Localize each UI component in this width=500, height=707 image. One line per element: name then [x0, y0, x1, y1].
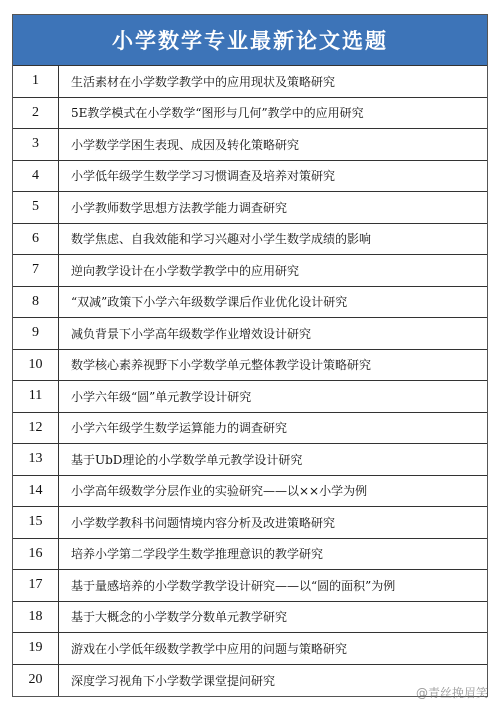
row-topic: 小学教师数学思想方法教学能力调查研究 — [71, 200, 288, 215]
row-number: 9 — [13, 318, 59, 349]
table-row — [13, 570, 487, 602]
table-body — [13, 66, 487, 696]
row-number: 17 — [13, 570, 59, 601]
row-topic: 逆向教学设计在小学数学教学中的应用研究 — [71, 263, 300, 278]
row-topic: 小学六年级学生数学运算能力的调查研究 — [71, 421, 288, 436]
table-row — [13, 98, 487, 130]
row-topic: 小学六年级“圆”单元教学设计研究 — [71, 389, 252, 404]
row-topic: 小学数学学困生表现、成因及转化策略研究 — [71, 137, 300, 152]
table-row — [13, 507, 487, 539]
table-row — [13, 633, 487, 665]
table-row — [13, 224, 487, 256]
row-topic: 基于大概念的小学数学分数单元教学研究 — [71, 610, 288, 625]
row-topic: 深度学习视角下小学数学课堂提问研究 — [71, 673, 276, 688]
row-number: 15 — [13, 507, 59, 538]
table-row — [13, 66, 487, 98]
row-number: 20 — [13, 665, 59, 697]
row-topic: 数学焦虑、自我效能和学习兴趣对小学生数学成绩的影响 — [71, 232, 372, 247]
row-topic: 培养小学第二学段学生数学推理意识的教学研究 — [71, 547, 324, 562]
table-row — [13, 350, 487, 382]
table-row — [13, 413, 487, 445]
row-topic: “双减”政策下小学六年级数学课后作业优化设计研究 — [71, 295, 348, 310]
row-number: 4 — [13, 161, 59, 192]
watermark: @青丝挽眉笑 — [415, 686, 488, 700]
row-number: 1 — [13, 66, 59, 97]
row-number: 14 — [13, 476, 59, 507]
row-topic: 数学核心素养视野下小学数学单元整体教学设计策略研究 — [71, 358, 372, 373]
table-row — [13, 381, 487, 413]
row-number: 19 — [13, 633, 59, 664]
row-topic: 基于量感培养的小学数学教学设计研究——以“圆的面积”为例 — [71, 578, 396, 593]
row-number: 18 — [13, 602, 59, 633]
row-number: 8 — [13, 287, 59, 318]
row-topic: 5E教学模式在小学数学“图形与几何”教学中的应用研究 — [71, 106, 364, 121]
row-topic: 小学低年级学生数学学习习惯调查及培养对策研究 — [71, 169, 336, 184]
row-number: 7 — [13, 255, 59, 286]
table-row — [13, 318, 487, 350]
row-topic: 生活素材在小学数学教学中的应用现状及策略研究 — [71, 74, 336, 89]
table-row — [13, 255, 487, 287]
table-row — [13, 161, 487, 193]
row-number: 13 — [13, 444, 59, 475]
row-number: 2 — [13, 98, 59, 129]
table-row — [13, 129, 487, 161]
table-row — [13, 602, 487, 634]
table-title: 小学数学专业最新论文选题 — [13, 15, 487, 66]
table-row — [13, 287, 487, 319]
row-number: 5 — [13, 192, 59, 223]
table-row — [13, 539, 487, 571]
row-number: 16 — [13, 539, 59, 570]
row-topic: 小学数学教科书问题情境内容分析及改进策略研究 — [71, 515, 336, 530]
table-row — [13, 444, 487, 476]
row-topic: 基于UbD理论的小学数学单元教学设计研究 — [71, 452, 303, 467]
row-number: 10 — [13, 350, 59, 381]
row-number: 3 — [13, 129, 59, 160]
row-topic: 小学高年级数学分层作业的实验研究——以××小学为例 — [71, 484, 368, 499]
row-topic: 减负背景下小学高年级数学作业增效设计研究 — [71, 326, 312, 341]
row-number: 11 — [13, 381, 59, 412]
row-topic: 游戏在小学低年级数学教学中应用的问题与策略研究 — [71, 641, 348, 656]
row-number: 6 — [13, 224, 59, 255]
topic-table — [12, 14, 488, 697]
table-row — [13, 192, 487, 224]
row-number: 12 — [13, 413, 59, 444]
table-row — [13, 476, 487, 508]
